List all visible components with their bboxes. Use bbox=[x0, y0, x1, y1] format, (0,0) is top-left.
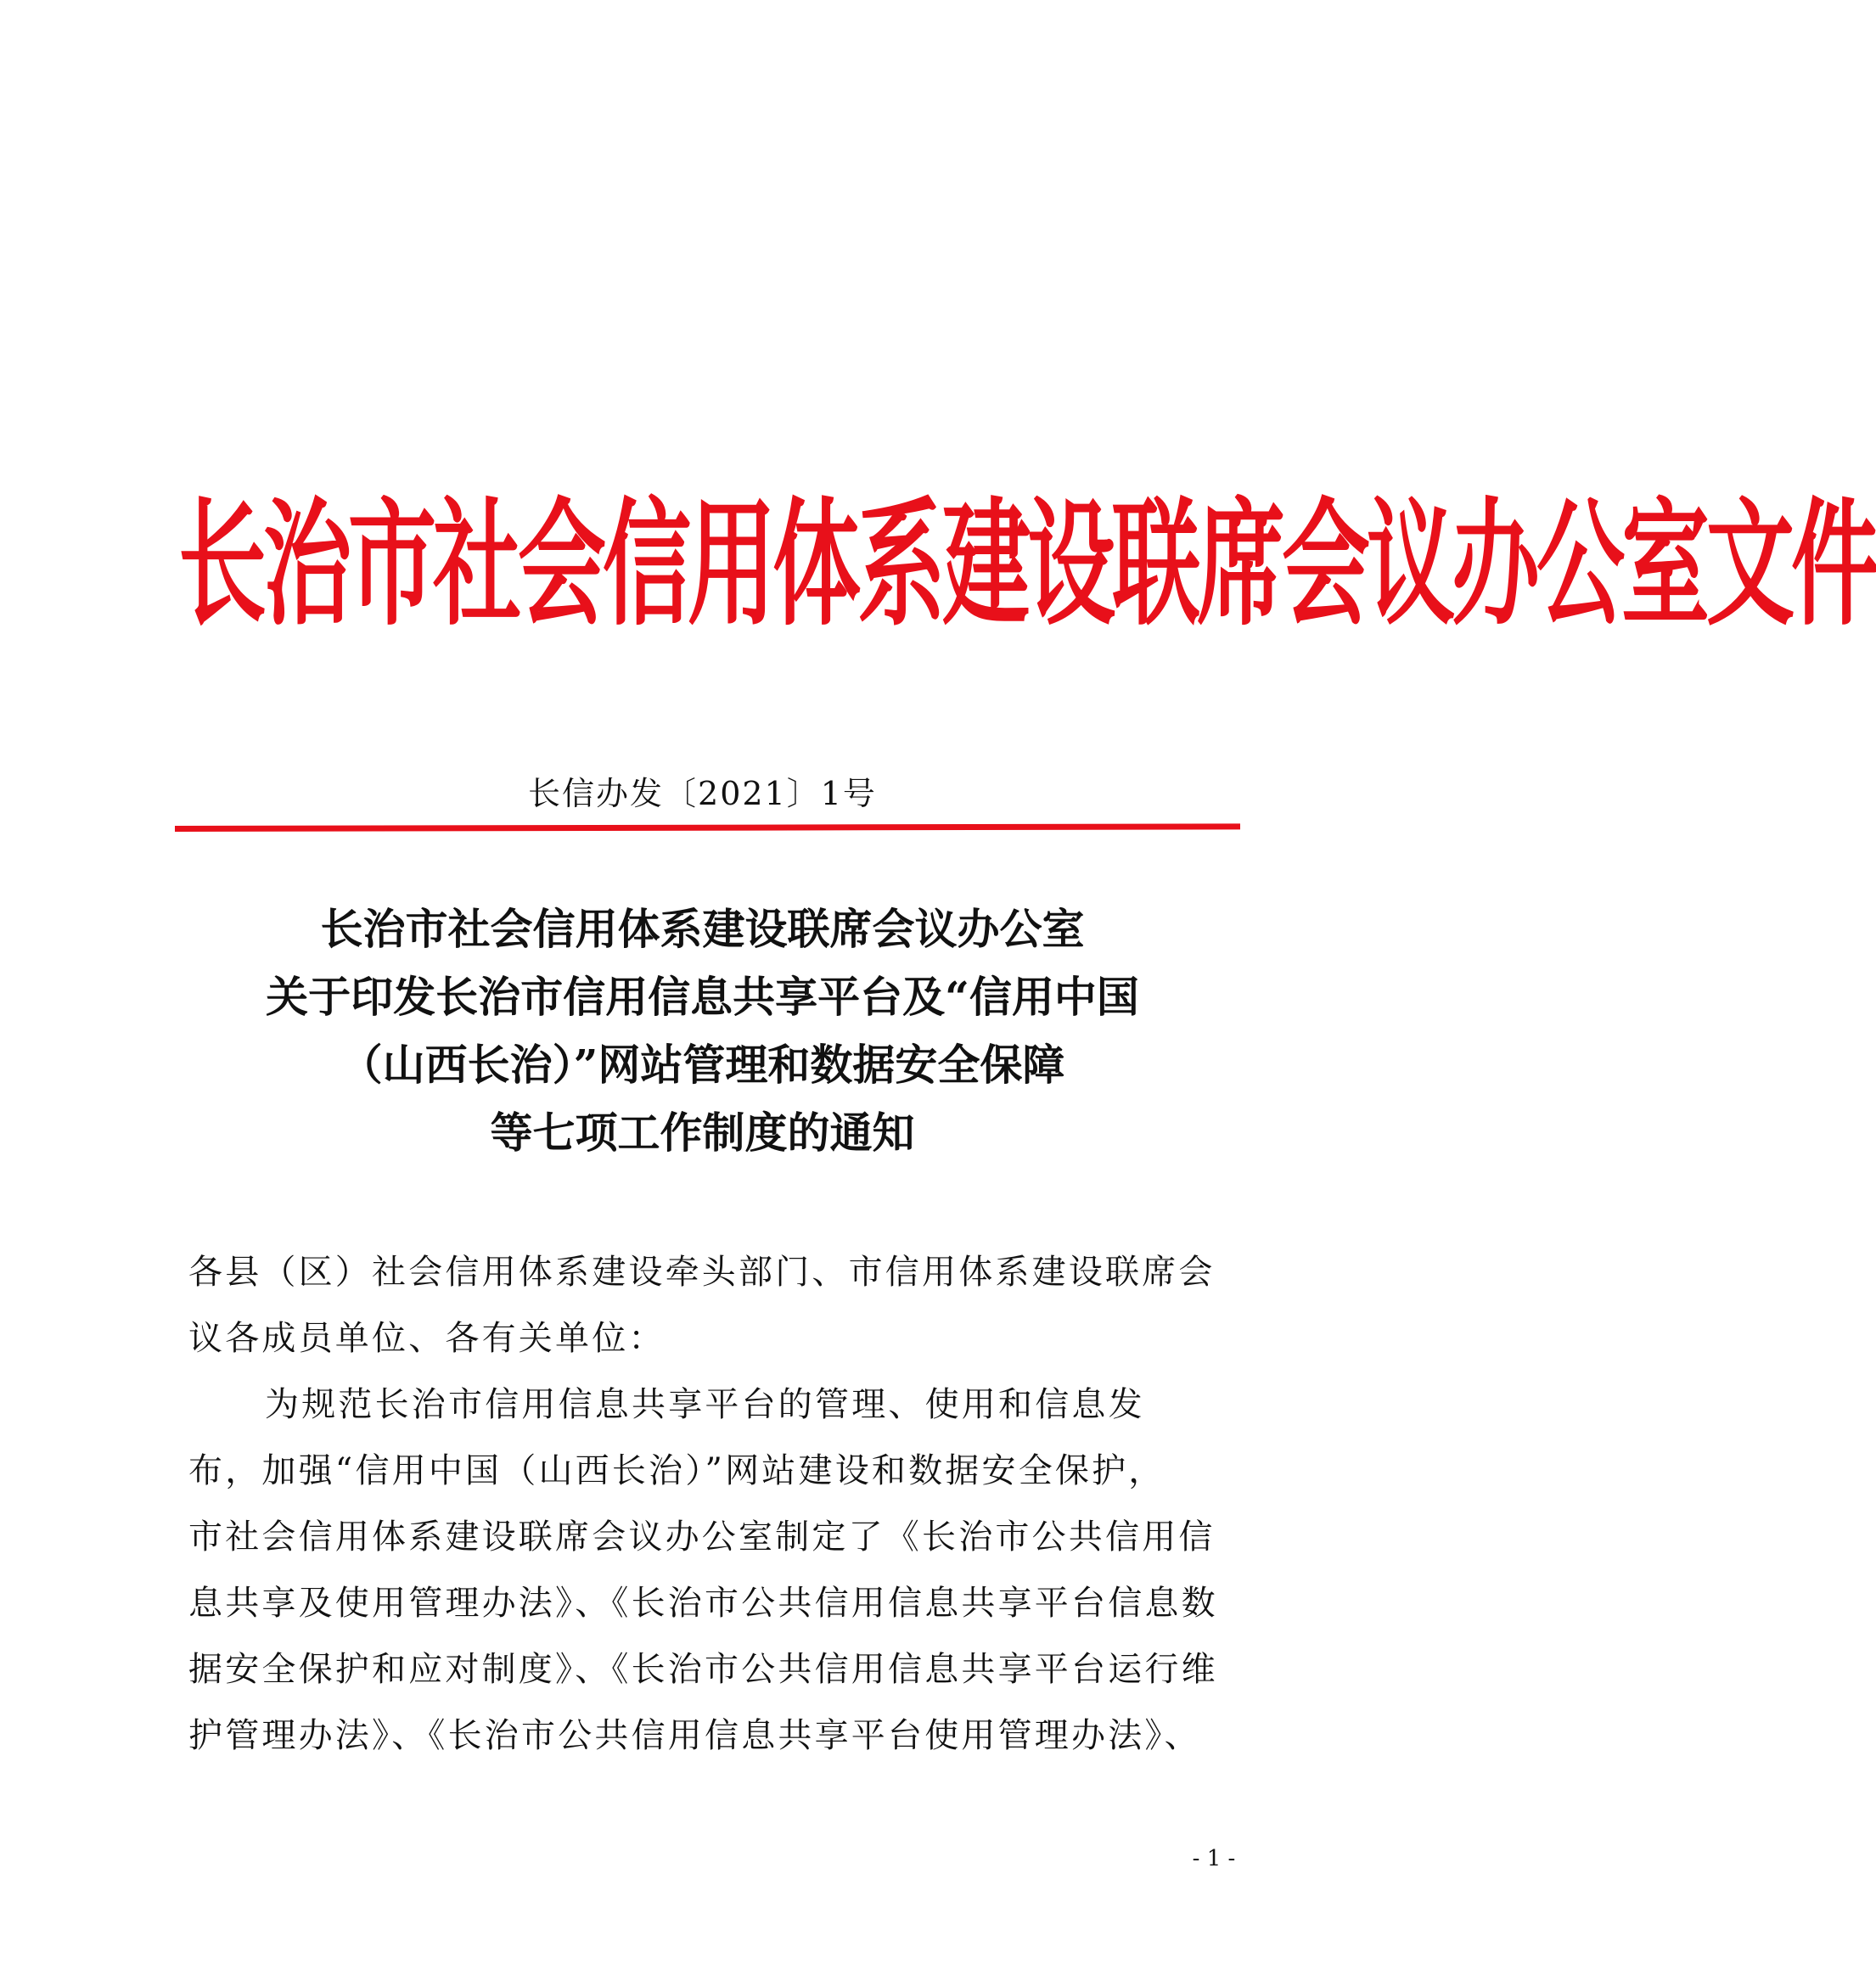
title-line: 长治市社会信用体系建设联席会议办公室 bbox=[320, 904, 1085, 954]
body-paragraph-line: 市社会信用体系建设联席会议办公室制定了《长治市公共信用信 bbox=[188, 1518, 1216, 1557]
addressee-line: 各县（区）社会信用体系建设牵头部门、市信用体系建设联席会 bbox=[188, 1253, 1216, 1292]
body-paragraph-line: 布，加强“信用中国（山西长治）”网站建设和数据安全保护， bbox=[188, 1451, 1165, 1490]
title-line: 等七项工作制度的通知 bbox=[490, 1108, 915, 1158]
body-paragraph-line: 为规范长治市信用信息共享平台的管理、使用和信息发 bbox=[265, 1385, 1145, 1424]
body-paragraph-line: 护管理办法》、《长治市公共信用信息共享平台使用管理办法》、 bbox=[188, 1716, 1201, 1755]
document-masthead: 长治市社会信用体系建设联席会议办公室文件 bbox=[178, 484, 1876, 645]
document-number: 长信办发〔2021〕1号 bbox=[528, 775, 877, 812]
document-body bbox=[188, 1239, 1241, 1769]
body-paragraph-line: 息共享及使用管理办法》、《长治市公共信用信息共享平台信息数 bbox=[188, 1584, 1218, 1623]
red-divider-line bbox=[175, 823, 1240, 832]
title-line: 关于印发长治市信用信息共享平台及“信用中国 bbox=[266, 972, 1139, 1022]
document-title bbox=[170, 895, 1235, 1167]
page-number: - 1 - bbox=[1192, 1846, 1236, 1871]
body-paragraph-line: 据安全保护和应对制度》、《长治市公共信用信息共享平台运行维 bbox=[188, 1650, 1218, 1689]
addressee-line: 议各成员单位、各有关单位： bbox=[188, 1319, 666, 1358]
title-line: （山西长治）”网站管理和数据安全保障 bbox=[340, 1040, 1065, 1090]
